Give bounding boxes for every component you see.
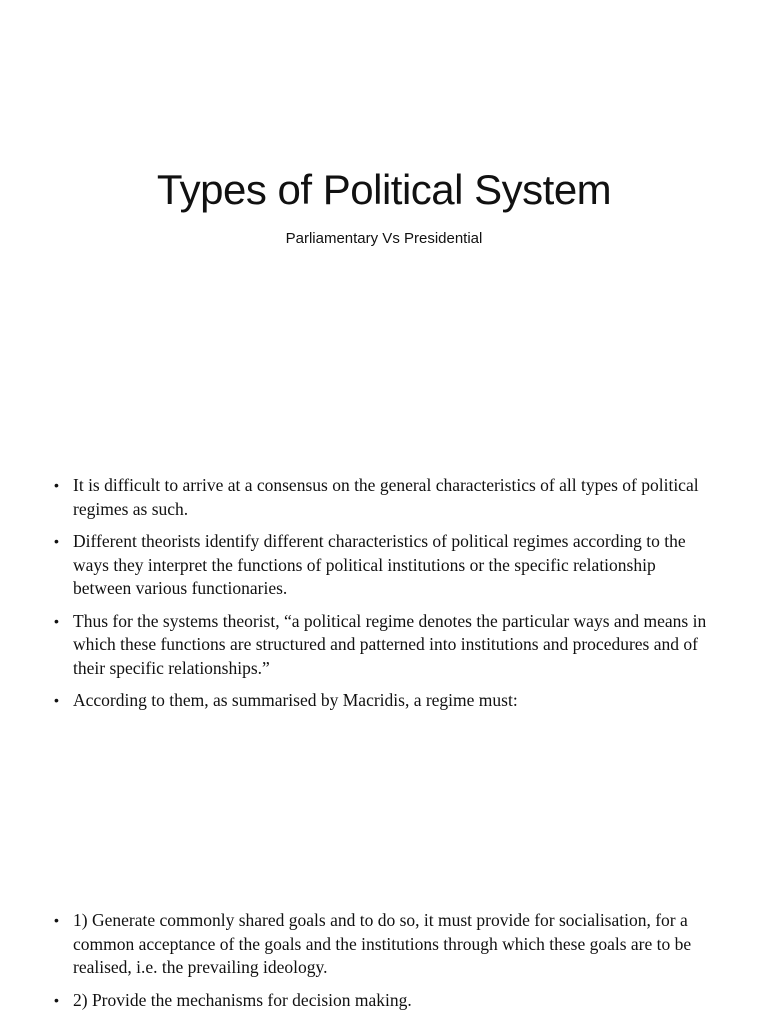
bullet-text: According to them, as summarised by Macridis, a regime must: — [73, 690, 518, 710]
bullet-list-regime-functions — [54, 909, 714, 1021]
bullet-text: Different theorists identify different characteristics of political regimes according to the ways they interpret the functions of political institutions or the specific relationship between various functionaries. — [73, 531, 686, 598]
bullet-icon: • — [54, 692, 59, 708]
bullet-item — [54, 909, 714, 980]
bullet-text: 2) Provide the mechanisms for decision making. — [73, 989, 412, 1010]
slide-title: Types of Political System — [156, 166, 612, 213]
slide-subtitle: Parliamentary Vs Presidential — [285, 230, 483, 247]
bullet-text: It is difficult to arrive at a consensus on the general characteristics of all types of political regimes as such. — [73, 475, 699, 519]
bullet-item — [54, 610, 714, 681]
bullet-text: Thus for the systems theorist, “a political regime denotes the particular ways and means in which these functions are structured and patterned into institutions and procedures and of their specific relationships.” — [73, 610, 707, 678]
bullet-list-characteristics — [54, 474, 714, 722]
bullet-item — [54, 989, 714, 1013]
bullet-item — [54, 474, 714, 521]
bullet-icon: • — [54, 991, 59, 1008]
bullet-icon: • — [54, 533, 59, 549]
bullet-icon: • — [54, 912, 59, 928]
bullet-icon: • — [54, 477, 59, 493]
bullet-icon: • — [54, 612, 59, 629]
bullet-text: 1) Generate commonly shared goals and to do so, it must provide for socialisation, for a common acceptance of the goals and the institutions through which these goals are to be realised, i.e. the prevailing ideology. — [73, 910, 692, 977]
bullet-item — [54, 530, 714, 601]
bullet-item — [54, 689, 714, 713]
title-slide — [0, 0, 768, 290]
